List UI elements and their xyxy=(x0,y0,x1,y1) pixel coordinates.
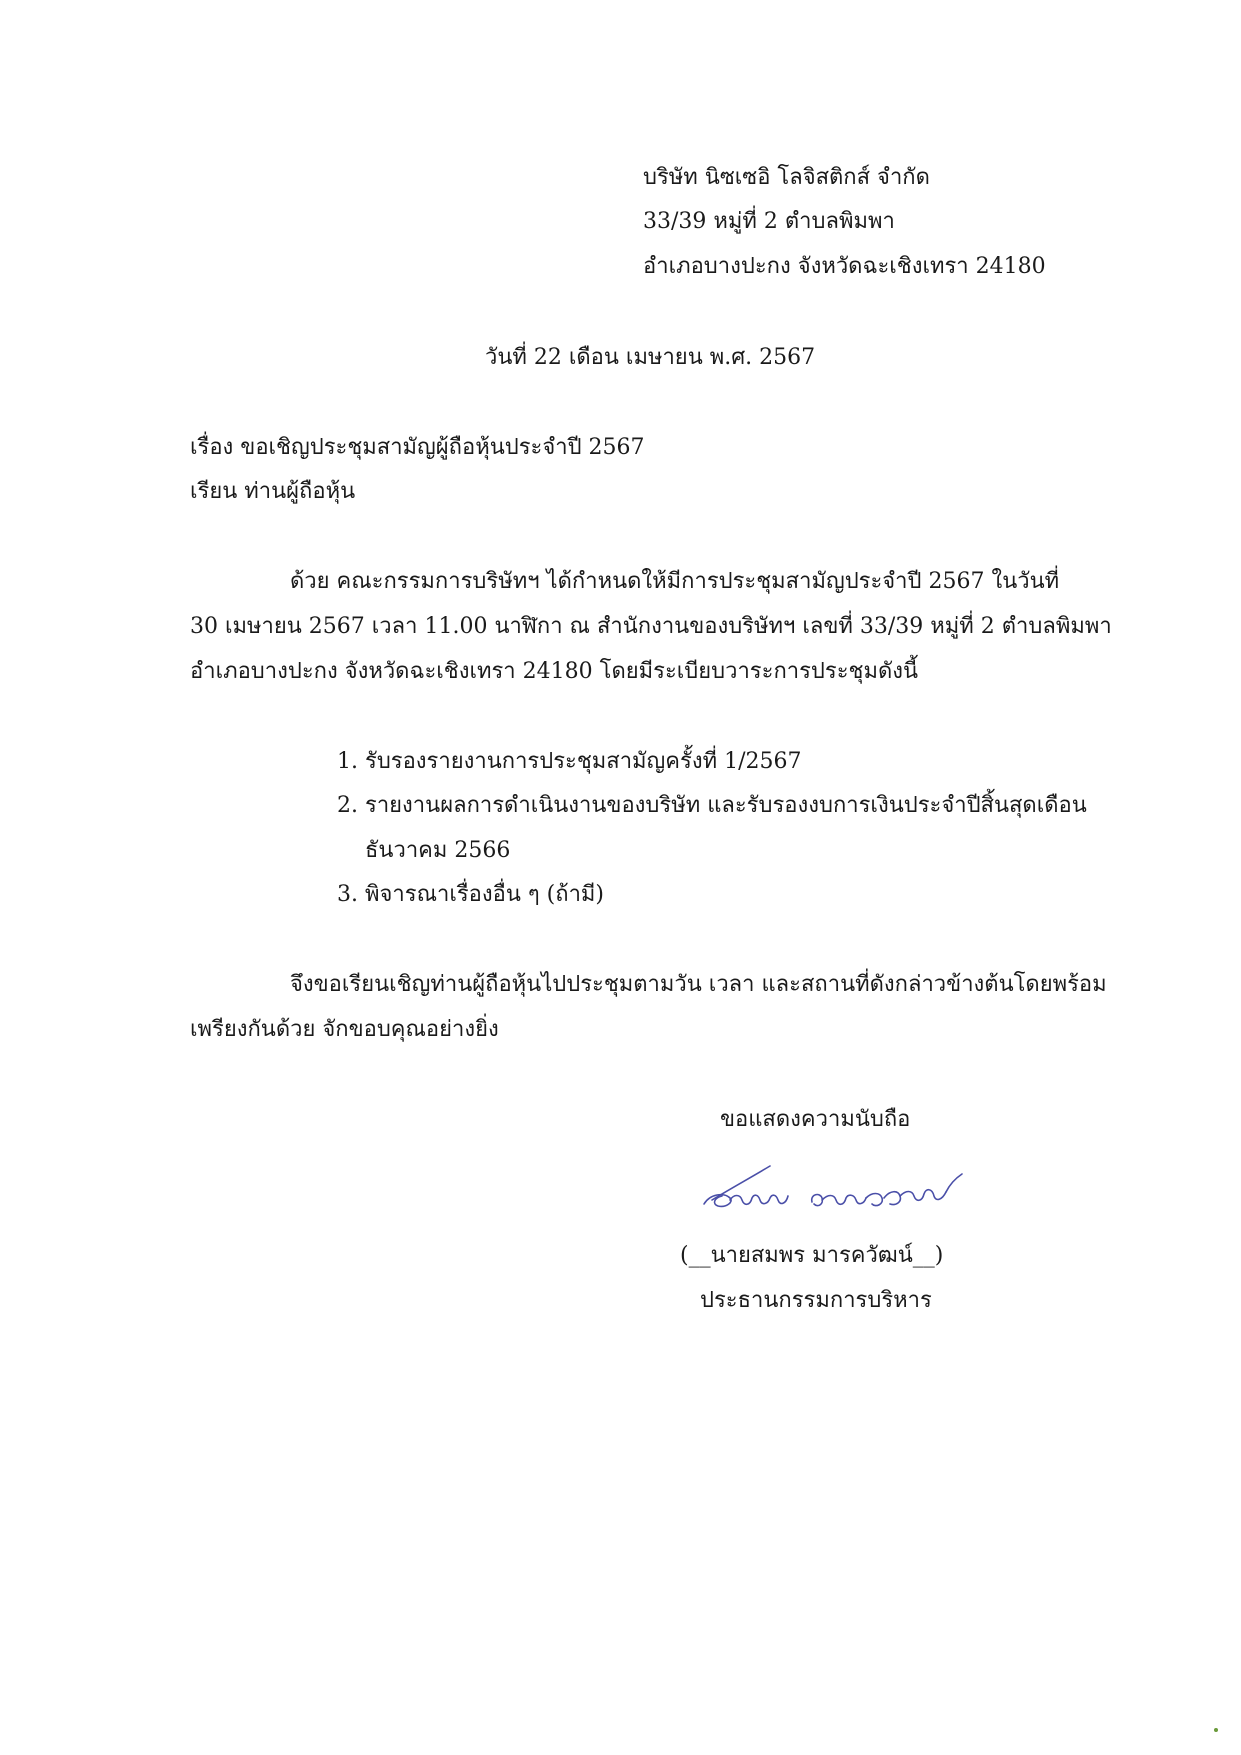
letter-subject: เรื่อง ขอเชิญประชุมสามัญผู้ถือหุ้นประจำปี 2567 xyxy=(190,435,645,460)
agenda-item-1 xyxy=(337,748,801,776)
body-line-1: ด้วย คณะกรรมการบริษัทฯ ได้กำหนดให้มีการประชุมสามัญประจำปี 2567 ในวันที่ xyxy=(290,569,1060,594)
sender-address-line1: 33/39 หมู่ที่ 2 ตำบลพิมพา xyxy=(643,209,895,234)
body-line-2: 30 เมษายน 2567 เวลา 11.00 นาฬิกา ณ สำนักงานของบริษัทฯ เลขที่ 33/39 หมู่ที่ 2 ตำบลพิมพา xyxy=(190,614,1112,639)
agenda-item-text: รายงานผลการดำเนินงานของบริษัท และรับรองงบการเงินประจำปีสิ้นสุดเดือน xyxy=(365,793,1087,818)
letter-date: วันที่ 22 เดือน เมษายน พ.ศ. 2567 xyxy=(485,345,816,370)
valediction: ขอแสดงความนับถือ xyxy=(720,1107,911,1132)
agenda-item-number: 2. xyxy=(337,793,358,818)
handwritten-signature xyxy=(700,1160,1000,1230)
closing-line-2: เพรียงกันด้วย จักขอบคุณอย่างยิ่ง xyxy=(190,1017,499,1042)
letter-recipient: เรียน ท่านผู้ถือหุ้น xyxy=(190,479,356,504)
closing-line-1: จึงขอเรียนเชิญท่านผู้ถือหุ้นไปประชุมตามวัน เวลา และสถานที่ดังกล่าวข้างต้นโดยพร้อม xyxy=(290,972,1107,997)
signatory-title: ประธานกรรมการบริหาร xyxy=(700,1288,932,1313)
body-line-3: อำเภอบางปะกง จังหวัดฉะเชิงเทรา 24180 โดยมีระเบียบวาระการประชุมดังนี้ xyxy=(190,659,919,684)
scan-artifact xyxy=(1214,1728,1218,1732)
agenda-item-text: พิจารณาเรื่องอื่น ๆ (ถ้ามี) xyxy=(365,882,605,907)
signatory-name: (__นายสมพร มารควัฒน์__) xyxy=(680,1243,944,1268)
agenda-item-number: 3. xyxy=(337,882,358,907)
agenda-item-2 xyxy=(337,792,1087,820)
agenda-item-2-continuation: ธันวาคม 2566 xyxy=(365,838,511,863)
agenda-item-text: รับรองรายงานการประชุมสามัญครั้งที่ 1/2567 xyxy=(365,749,802,774)
agenda-item-3 xyxy=(337,881,604,909)
sender-company: บริษัท นิซเซอิ โลจิสติกส์ จำกัด xyxy=(643,165,930,190)
agenda-item-number: 1. xyxy=(337,749,358,774)
signature-strokes xyxy=(704,1166,962,1206)
sender-address-line2: อำเภอบางปะกง จังหวัดฉะเชิงเทรา 24180 xyxy=(643,254,1046,279)
